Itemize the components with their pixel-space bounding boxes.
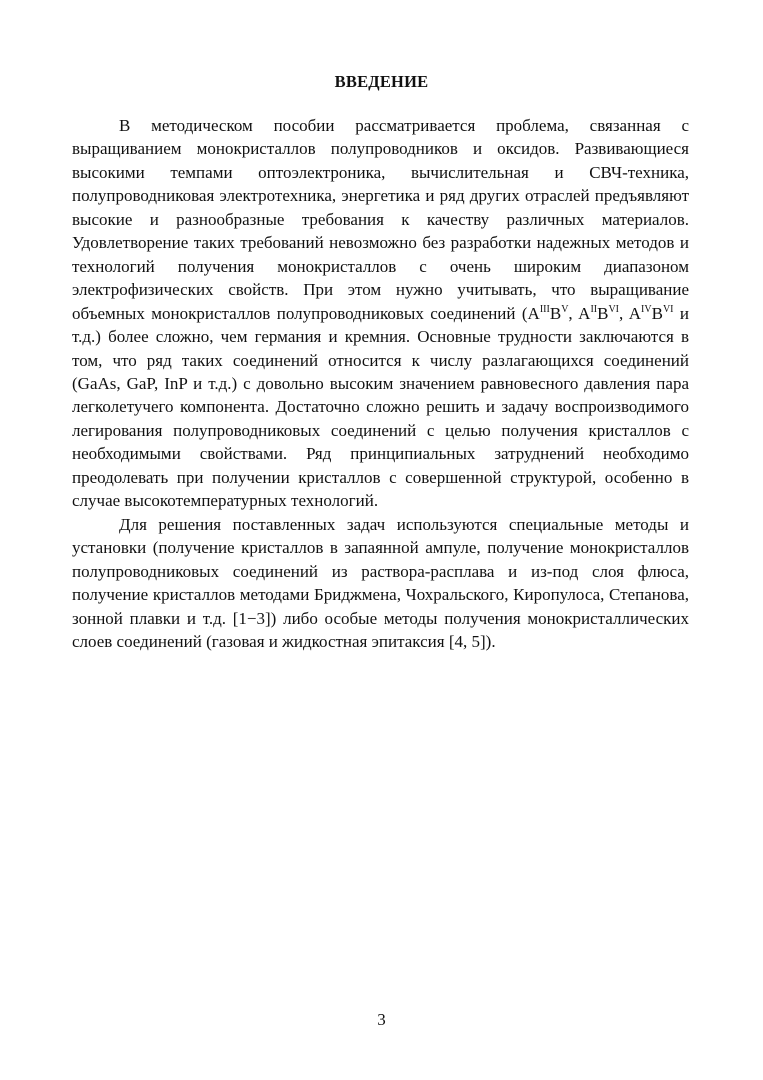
compound-separator-A: , A: [568, 303, 591, 323]
paragraph-1-text-start: В методическом пособии рассматривается проблема, связанная с выращиванием монокристаллов полупроводников и оксидов. Развивающиеся высокими темпами оптоэлектроника, вычислительная и СВЧ-техника, полупроводниковая электротехника, энергетика и ряд других отраслей предъявляют высокие и разнообразные требования к качеству различных материалов. Удовлетворение таких требований невозможно без разработки надежных методов и технологий получения монокристаллов с очень широким диапазоном электрофизических свойств. При этом нужно учитывать, что выращивание объемных монокристаллов полупроводниковых соединений (A: [72, 116, 689, 323]
page-number: 3: [377, 1010, 386, 1029]
superscript-IV: IV: [641, 303, 652, 315]
superscript-III: III: [539, 303, 550, 315]
compound-separator-A: , A: [619, 303, 642, 323]
superscript-VI: VI: [608, 303, 620, 315]
compound-letter-B: B: [549, 303, 562, 323]
superscript-V: V: [561, 303, 569, 315]
paragraph-1-text-end: и т.д.) более сложно, чем германия и кремния. Основные трудности заключаются в том, что ряд таких соединений относится к числу разлагающихся соединений (GaAs, GaP, InP и т.д.) с довольно высоким значением равновесного давления пара легколетучего компонента. Достаточно сложно решить и задачу воспроизводимого легирования полупроводниковых соединений с целью получения кристаллов с необходимыми свойствами. Ряд принципиальных затруднений необходимо преодолевать при получении кристаллов с совершенной структурой, особенно в случае высокотемпературных технологий.: [72, 303, 690, 511]
paragraph-1: [72, 114, 689, 513]
compound-letter-B: B: [597, 303, 609, 323]
superscript-II: II: [590, 303, 598, 315]
body-text: [72, 114, 689, 653]
superscript-VI: VI: [662, 303, 674, 315]
paragraph-2: Для решения поставленных задач используются специальные методы и установки (получение кристаллов в запаянной ампуле, получение монокристаллов полупроводниковых соединений из раствора-расплава и из-под слоя флюса, получение кристаллов методами Бриджмена, Чохральского, Киропулоса, Степанова, зонной плавки и т.д. [1−3]) либо особые методы получения монокристаллических слоев соединений (газовая и жидкостная эпитаксия [4, 5]).: [72, 514, 689, 651]
compound-letter-B: B: [651, 303, 663, 323]
page-title: ВВЕДЕНИЕ: [334, 72, 429, 91]
